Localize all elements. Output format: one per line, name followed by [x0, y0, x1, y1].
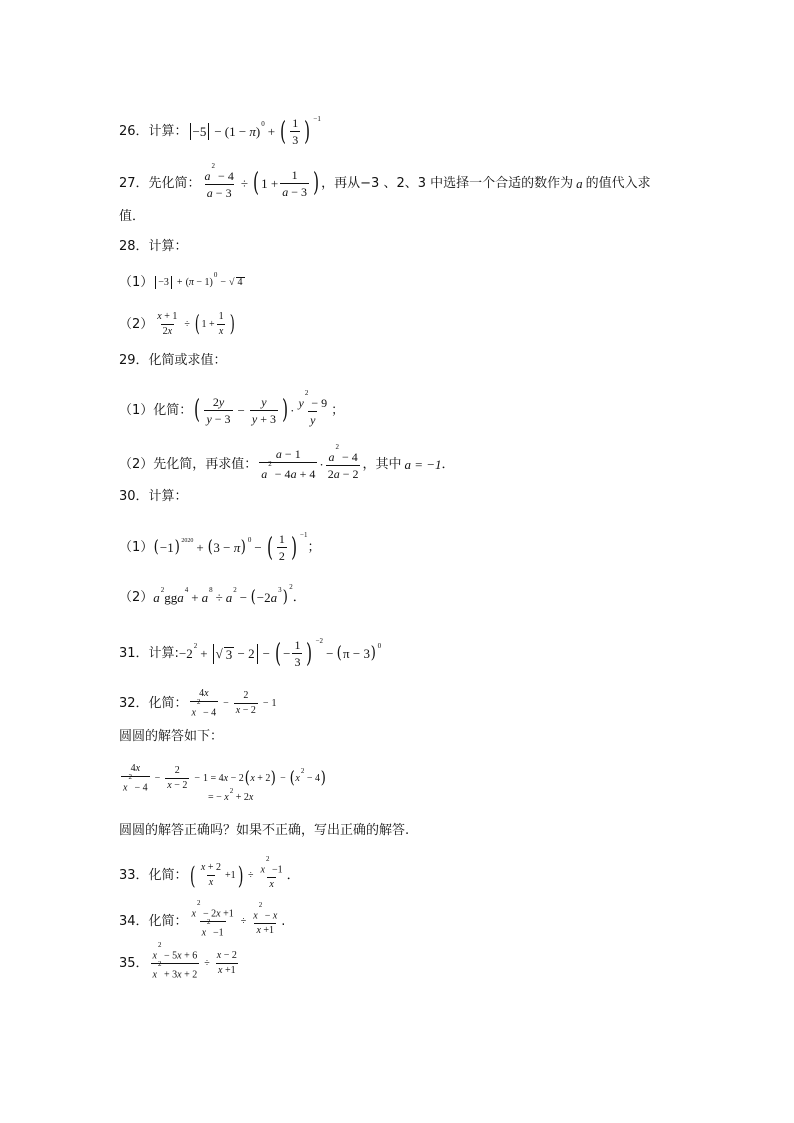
- problem-26-label: 26．计算：: [119, 124, 188, 139]
- problem-28-1-expression: −3 + ( π − 1) $^0$ − √ 4: [153, 276, 244, 289]
- problem-35: 35． $\frac{x^2 - 5x + 6}{x^2 + 3x + 2}$ ÷ $\frac{x - 2}{x +1}$: [119, 946, 241, 982]
- problem-31-expression: −2 $^2$ + √ 3 − 2 − ( − $\frac{1}{3}$ ) $^{-2}$ − ( π − 3 ) $^0$: [178, 637, 382, 669]
- problem-29-1-expression: ( $\frac{2y}{y - 3}$ − $\frac{y}{y + 3}$ ) · $\frac{y^2 - 9}{y}$: [194, 389, 328, 427]
- problem-32-expression: $\frac{4x}{x^2 - 4}$ − $\frac{2}{x - 2}$ − 1: [191, 688, 277, 719]
- problem-27: [119, 162, 651, 200]
- problem-32-intro: 圆圆的解答如下：: [119, 729, 224, 744]
- problem-26-expression: −5 − (1 − π ) $^0$ + ( $\frac{1}{3}$ ) $^{-1}$: [188, 116, 321, 147]
- problem-29: 29．化简或求值：: [119, 353, 227, 368]
- problem-27-text: ，再从−3 、2、3 中选择一个合适的数作为: [321, 175, 574, 191]
- problem-34: 34．化简： $\frac{x^2 - 2x +1}{x^2 -1}$ ÷ $\frac{x^2 - x}{x +1}$ .: [119, 899, 286, 939]
- problem-34-expression: $\frac{x^2 - 2x +1}{x^2 -1}$ ÷ $\frac{x^2 - x}{x +1}$: [191, 899, 278, 939]
- problem-33: 33．化简： ( $\frac{x + 2}{x}$ +1 ) ÷ $\frac{x^2 -1}{x}$ ．: [119, 855, 300, 891]
- problem-29-1: （1）化简： ( $\frac{2y}{y - 3}$ − $\frac{y}{y + 3}$ ) · $\frac{y^2 - 9}{y}$ ；: [119, 389, 345, 427]
- problem-28-2: （2） $\frac{x + 1}{2x}$ ÷ ( 1 + $\frac{1}{x}$ ): [119, 311, 235, 337]
- problem-27-var: a: [576, 175, 583, 191]
- problem-32: 32．化简： $\frac{4x}{x^2 - 4}$ − $\frac{2}{x - 2}$ − 1: [119, 688, 277, 719]
- problem-32-solution-line1: $\frac{4x}{x^2 - 4}$ − $\frac{2}{x - 2}$ − 1 = 4x − 2 ( x + 2 ) − ( x $^2$ − 4 ): [123, 763, 326, 794]
- problem-27-text2: 的值代入求: [585, 175, 651, 191]
- problem-30-2: （2） a $^2$ gg a $^4$ + a $^8$ ÷ a $^2$ − ( −2 a $^3$ ) $^2$ ．: [119, 583, 306, 607]
- problem-26: [119, 116, 321, 147]
- problem-30-1-expression: ( −1 ) $^{2020}$ + ( 3 − π ) $^0$ − ( $\frac{1}{2}$ ) $^{-1}$: [153, 531, 308, 563]
- problem-28-1: （1） −3 + ( π − 1) $^0$ − √ 4: [119, 271, 243, 290]
- problem-30-1: （1） ( −1 ) $^{2020}$ + ( 3 − π ) $^0$ − ( $\frac{1}{2}$ ) $^{-1}$ ；: [119, 531, 321, 563]
- problem-32-question: 圆圆的解答正确吗？如果不正确，写出正确的解答.: [119, 823, 410, 838]
- problem-28-2-expression: $\frac{x + 1}{2x}$ ÷ ( 1 + $\frac{1}{x}$ ): [157, 311, 235, 337]
- problem-27-label: 27．先化简：: [119, 175, 201, 191]
- problem-27-cont: 值．: [119, 209, 146, 224]
- problem-35-expression: $\frac{x^2 - 5x + 6}{x^2 + 3x + 2}$ ÷ $\frac{x - 2}{x +1}$: [152, 941, 237, 981]
- problem-29-2-condition: a = −1: [404, 456, 442, 472]
- problem-29-2-expression: $\frac{a - 1}{a^2 - 4a + 4}$ · $\frac{a^2 - 4}{2a - 2}$: [261, 443, 359, 481]
- problem-31: 31．计算: −2 $^2$ + √ 3 − 2 − ( − $\frac{1}{3}$ ) $^{-2}$ − ( π − 3 ) $^0$: [119, 637, 382, 669]
- problem-30-2-expression: a $^2$ gg a $^4$ + a $^8$ ÷ a $^2$ − ( −2 a $^3$ ) $^2$: [153, 583, 293, 607]
- problem-33-expression: ( $\frac{x + 2}{x}$ +1 ) ÷ $\frac{x^2 -1}{x}$: [189, 855, 283, 891]
- problem-32-solution-line2: = − x $^2$ + 2 x: [208, 786, 254, 803]
- problem-27-expression: $\frac{a^2 - 4}{a - 3}$ ÷ ( 1 + $\frac{1}{a - 3}$ ): [204, 162, 320, 200]
- problem-28: 28．计算：: [119, 239, 188, 254]
- problem-30: 30．计算：: [119, 489, 188, 504]
- problem-29-2: （2）先化简，再求值： $\frac{a - 1}{a^2 - 4a + 4}$ · $\frac{a^2 - 4}{2a - 2}$ ，其中 a = −1 ．: [119, 443, 455, 481]
